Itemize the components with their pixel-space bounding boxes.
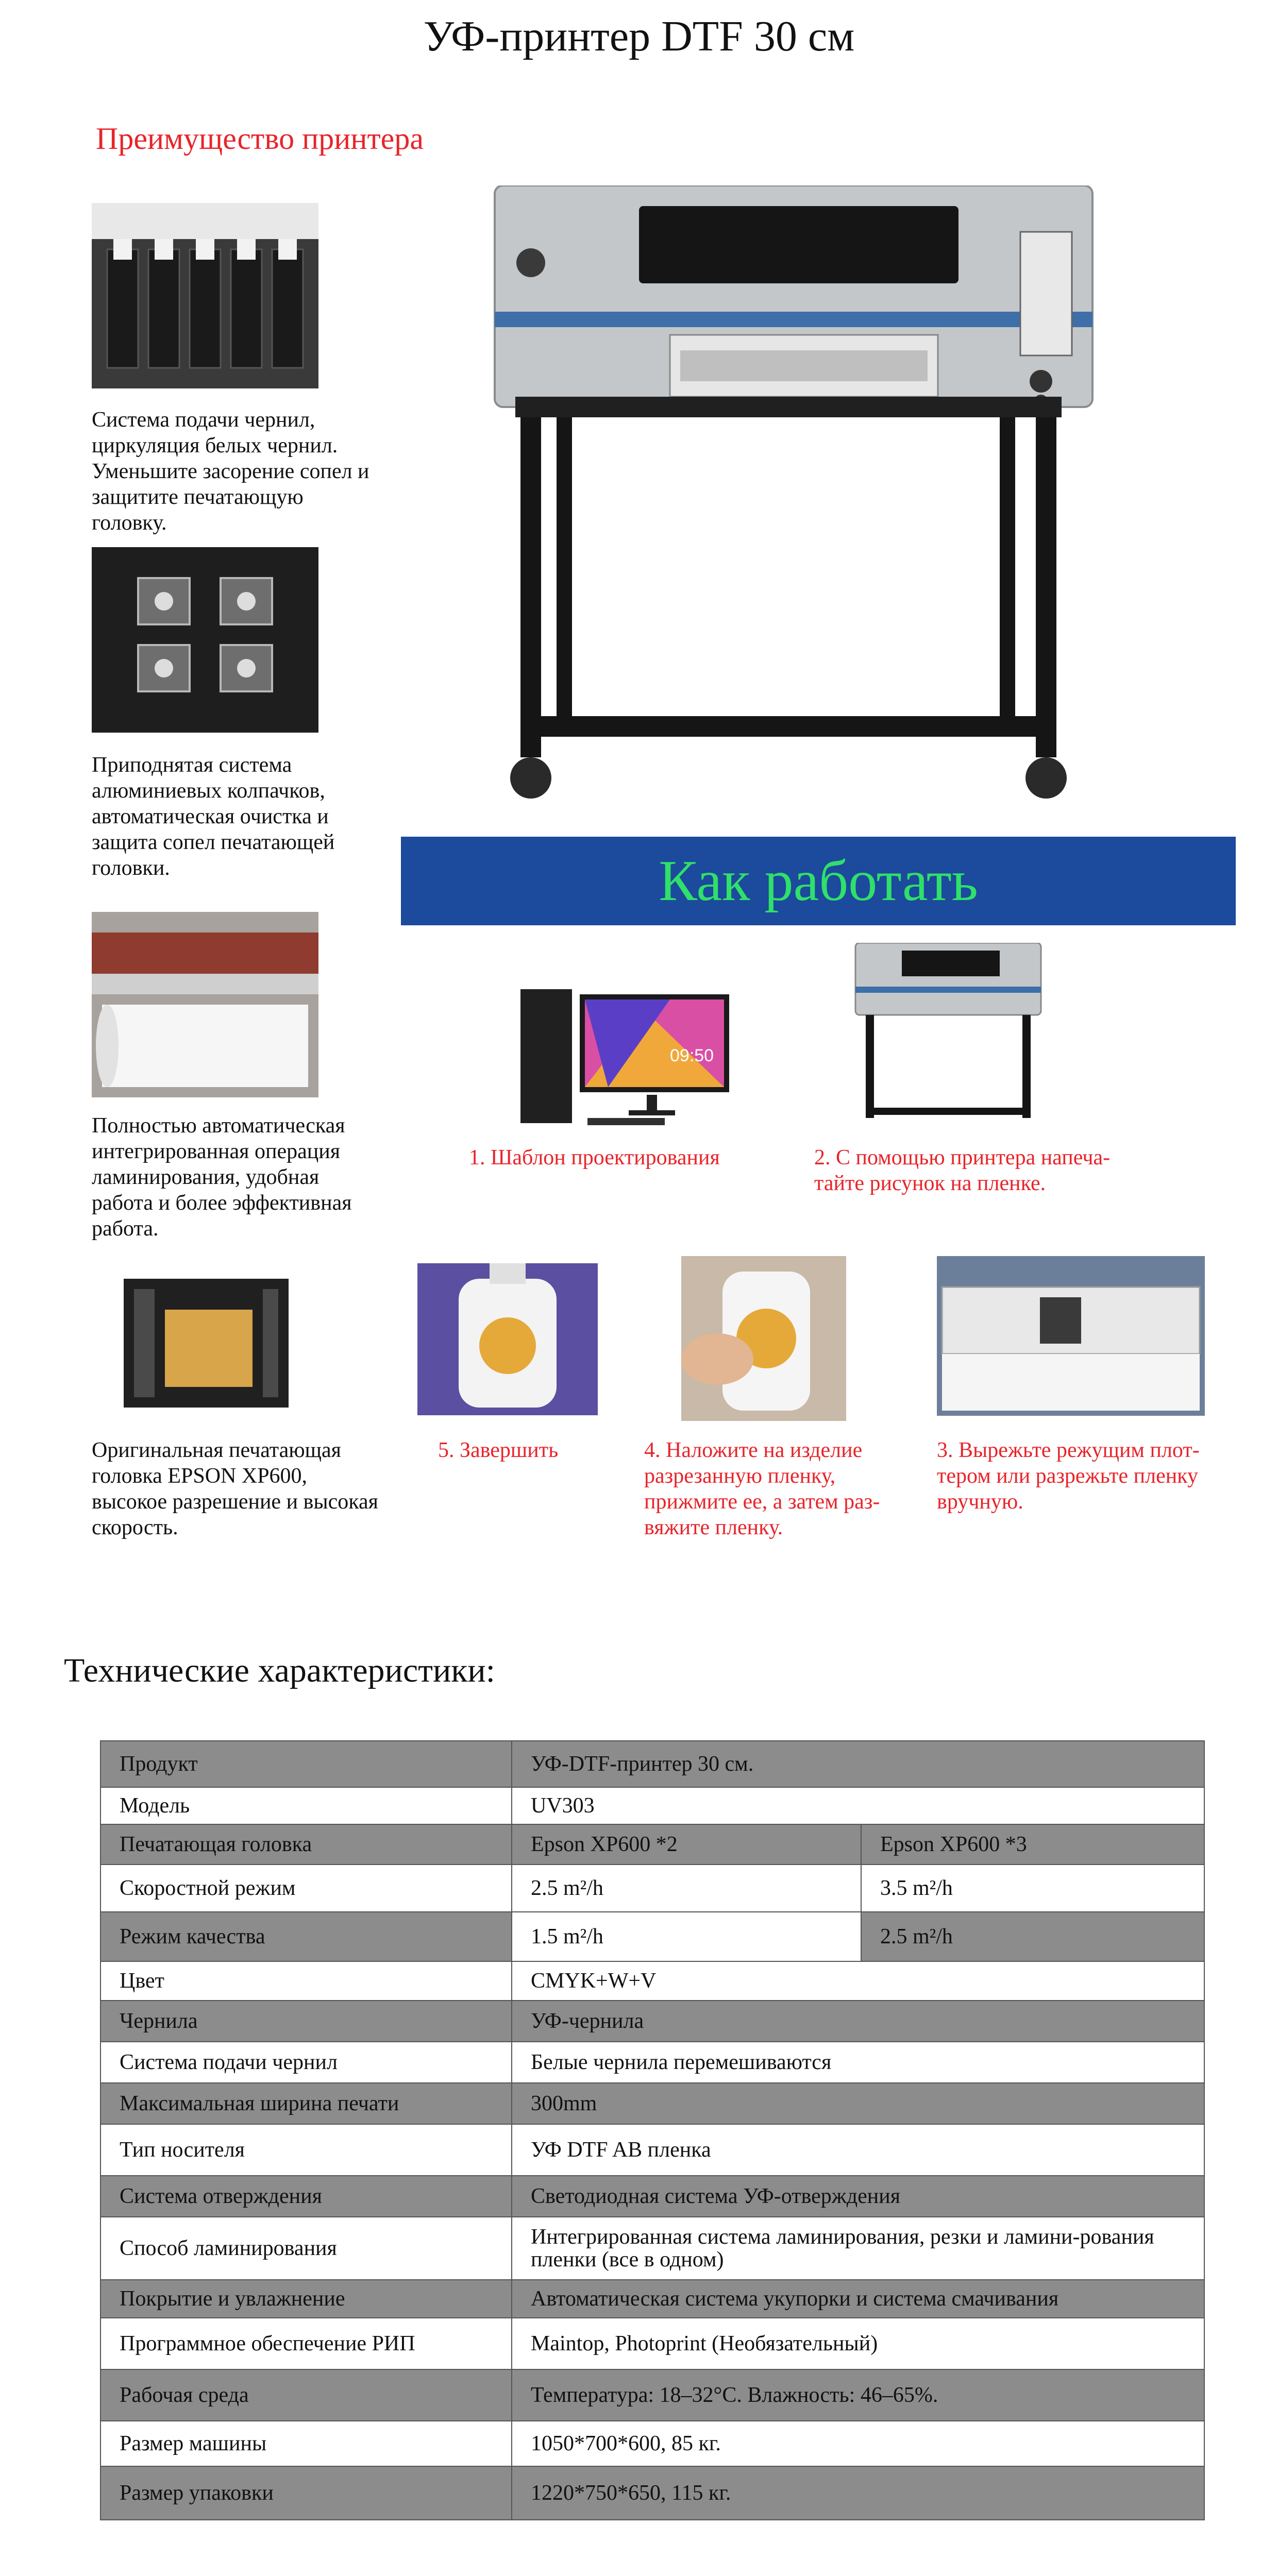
computer-image [515, 979, 732, 1133]
table-row [100, 2466, 1204, 2520]
spec-label: Печатающая головка [100, 1824, 512, 1865]
spec-value: 2.5 m²/h [512, 1865, 861, 1912]
applying-film-image [681, 1256, 846, 1421]
table-row [100, 2318, 1204, 2369]
table-row [100, 2421, 1204, 2466]
spec-value-alt: Epson XP600 *3 [861, 1824, 1204, 1865]
table-row [100, 1741, 1204, 1787]
spec-label: Тип носителя [100, 2124, 512, 2176]
advantage-caption-1: Система подачи чернил, циркуляция белых чернил. Уменьшите засорение сопел и защитите печатающую головку. [92, 408, 369, 535]
spec-value: Интегрированная система ламинирования, резки и ламини-рования пленки (все в одном) [512, 2217, 1204, 2280]
laminating-roll-image [92, 912, 318, 1097]
step-3-label: 3. Вырежьте режущим плот-тером или разрежьте пленку вручную. [937, 1438, 1200, 1514]
spec-value: UV303 [512, 1787, 1204, 1824]
spec-value: 1.5 m²/h [512, 1912, 861, 1961]
table-row [100, 1961, 1204, 2001]
table-row [100, 1787, 1204, 1824]
table-row [100, 2217, 1204, 2280]
advantage-caption-2: Приподнятая система алюминиевых колпачков, автоматическая очистка и защита сопел печатающей головки. [92, 753, 335, 880]
advantage-caption-3: Полностью автоматическая интегрированная операция ламинирования, удобная работа и более эффективная работа. [92, 1114, 352, 1241]
spec-label: Программное обеспечение РИП [100, 2318, 512, 2369]
spec-value: CMYK+W+V [512, 1961, 1204, 2001]
spec-value: Белые чернила перемешиваются [512, 2042, 1204, 2083]
step-4-label: 4. Наложите на изделие разрезанную пленку, прижмите ее, а затем раз-вяжите пленку. [644, 1438, 880, 1539]
how-to-banner: Как работать [401, 837, 1236, 925]
spec-label: Продукт [100, 1741, 512, 1787]
spec-label: Режим качества [100, 1912, 512, 1961]
spec-label: Способ ламинирования [100, 2217, 512, 2280]
spec-value: 1050*700*600, 85 кг. [512, 2421, 1204, 2466]
spec-value: Maintop, Photoprint (Необязательный) [512, 2318, 1204, 2369]
spec-label: Чернила [100, 2001, 512, 2042]
table-row [100, 2083, 1204, 2124]
step-1-label: 1. Шаблон проектирования [469, 1146, 720, 1170]
table-row [100, 2280, 1204, 2318]
table-row [100, 2042, 1204, 2083]
printer-main-image [484, 185, 1103, 814]
spec-value: УФ DTF AB пленка [512, 2124, 1204, 2176]
spec-value: 1220*750*650, 115 кг. [512, 2466, 1204, 2520]
spec-value: 300mm [512, 2083, 1204, 2124]
spec-value: УФ-чернила [512, 2001, 1204, 2042]
spec-label: Размер упаковки [100, 2466, 512, 2520]
table-row [100, 1865, 1204, 1912]
specs-table [100, 1740, 1205, 2520]
advantage-caption-4: Оригинальная печатающая головка EPSON XP600, высокое разрешение и высокая скорость. [92, 1438, 378, 1539]
table-row [100, 2176, 1204, 2217]
cutter-plotter-image [937, 1256, 1205, 1416]
table-row [100, 1912, 1204, 1961]
spec-label: Размер машины [100, 2421, 512, 2466]
spec-value-alt: 2.5 m²/h [861, 1912, 1204, 1961]
spec-value: Светодиодная система УФ-отверждения [512, 2176, 1204, 2217]
spec-value: УФ-DTF-принтер 30 см. [512, 1741, 1204, 1787]
step-5-label: 5. Завершить [438, 1438, 559, 1462]
spec-value: Автоматическая система укупорки и система смачивания [512, 2280, 1204, 2318]
table-row [100, 2369, 1204, 2421]
step-2-label: 2. С помощью принтера напеча-тайте рисунок на пленке. [814, 1146, 1111, 1195]
specs-heading: Технические характеристики: [64, 1652, 496, 1689]
capping-station-image [92, 547, 318, 733]
spec-value-alt: 3.5 m²/h [861, 1865, 1204, 1912]
spec-label: Модель [100, 1787, 512, 1824]
spec-label: Покрытие и увлажнение [100, 2280, 512, 2318]
table-row [100, 2001, 1204, 2042]
spec-label: Скоростной режим [100, 1865, 512, 1912]
spec-label: Рабочая среда [100, 2369, 512, 2421]
spec-label: Максимальная ширина печати [100, 2083, 512, 2124]
advantages-heading: Преимущество принтера [96, 122, 424, 156]
spec-value: Epson XP600 *2 [512, 1824, 861, 1865]
spec-value: Температура: 18–32°С. Влажность: 46–65%. [512, 2369, 1204, 2421]
spec-label: Система отверждения [100, 2176, 512, 2217]
table-row [100, 1824, 1204, 1865]
spec-label: Система подачи чернил [100, 2042, 512, 2083]
page-title: УФ-принтер DTF 30 см [423, 12, 855, 60]
spec-label: Цвет [100, 1961, 512, 2001]
table-row [100, 2124, 1204, 2176]
step-printer-image [845, 943, 1051, 1133]
ink-system-image [92, 203, 318, 388]
finished-bottle-image [417, 1263, 598, 1415]
monitor-clock: 09:50 [670, 1046, 714, 1065]
printhead-image [103, 1268, 309, 1418]
